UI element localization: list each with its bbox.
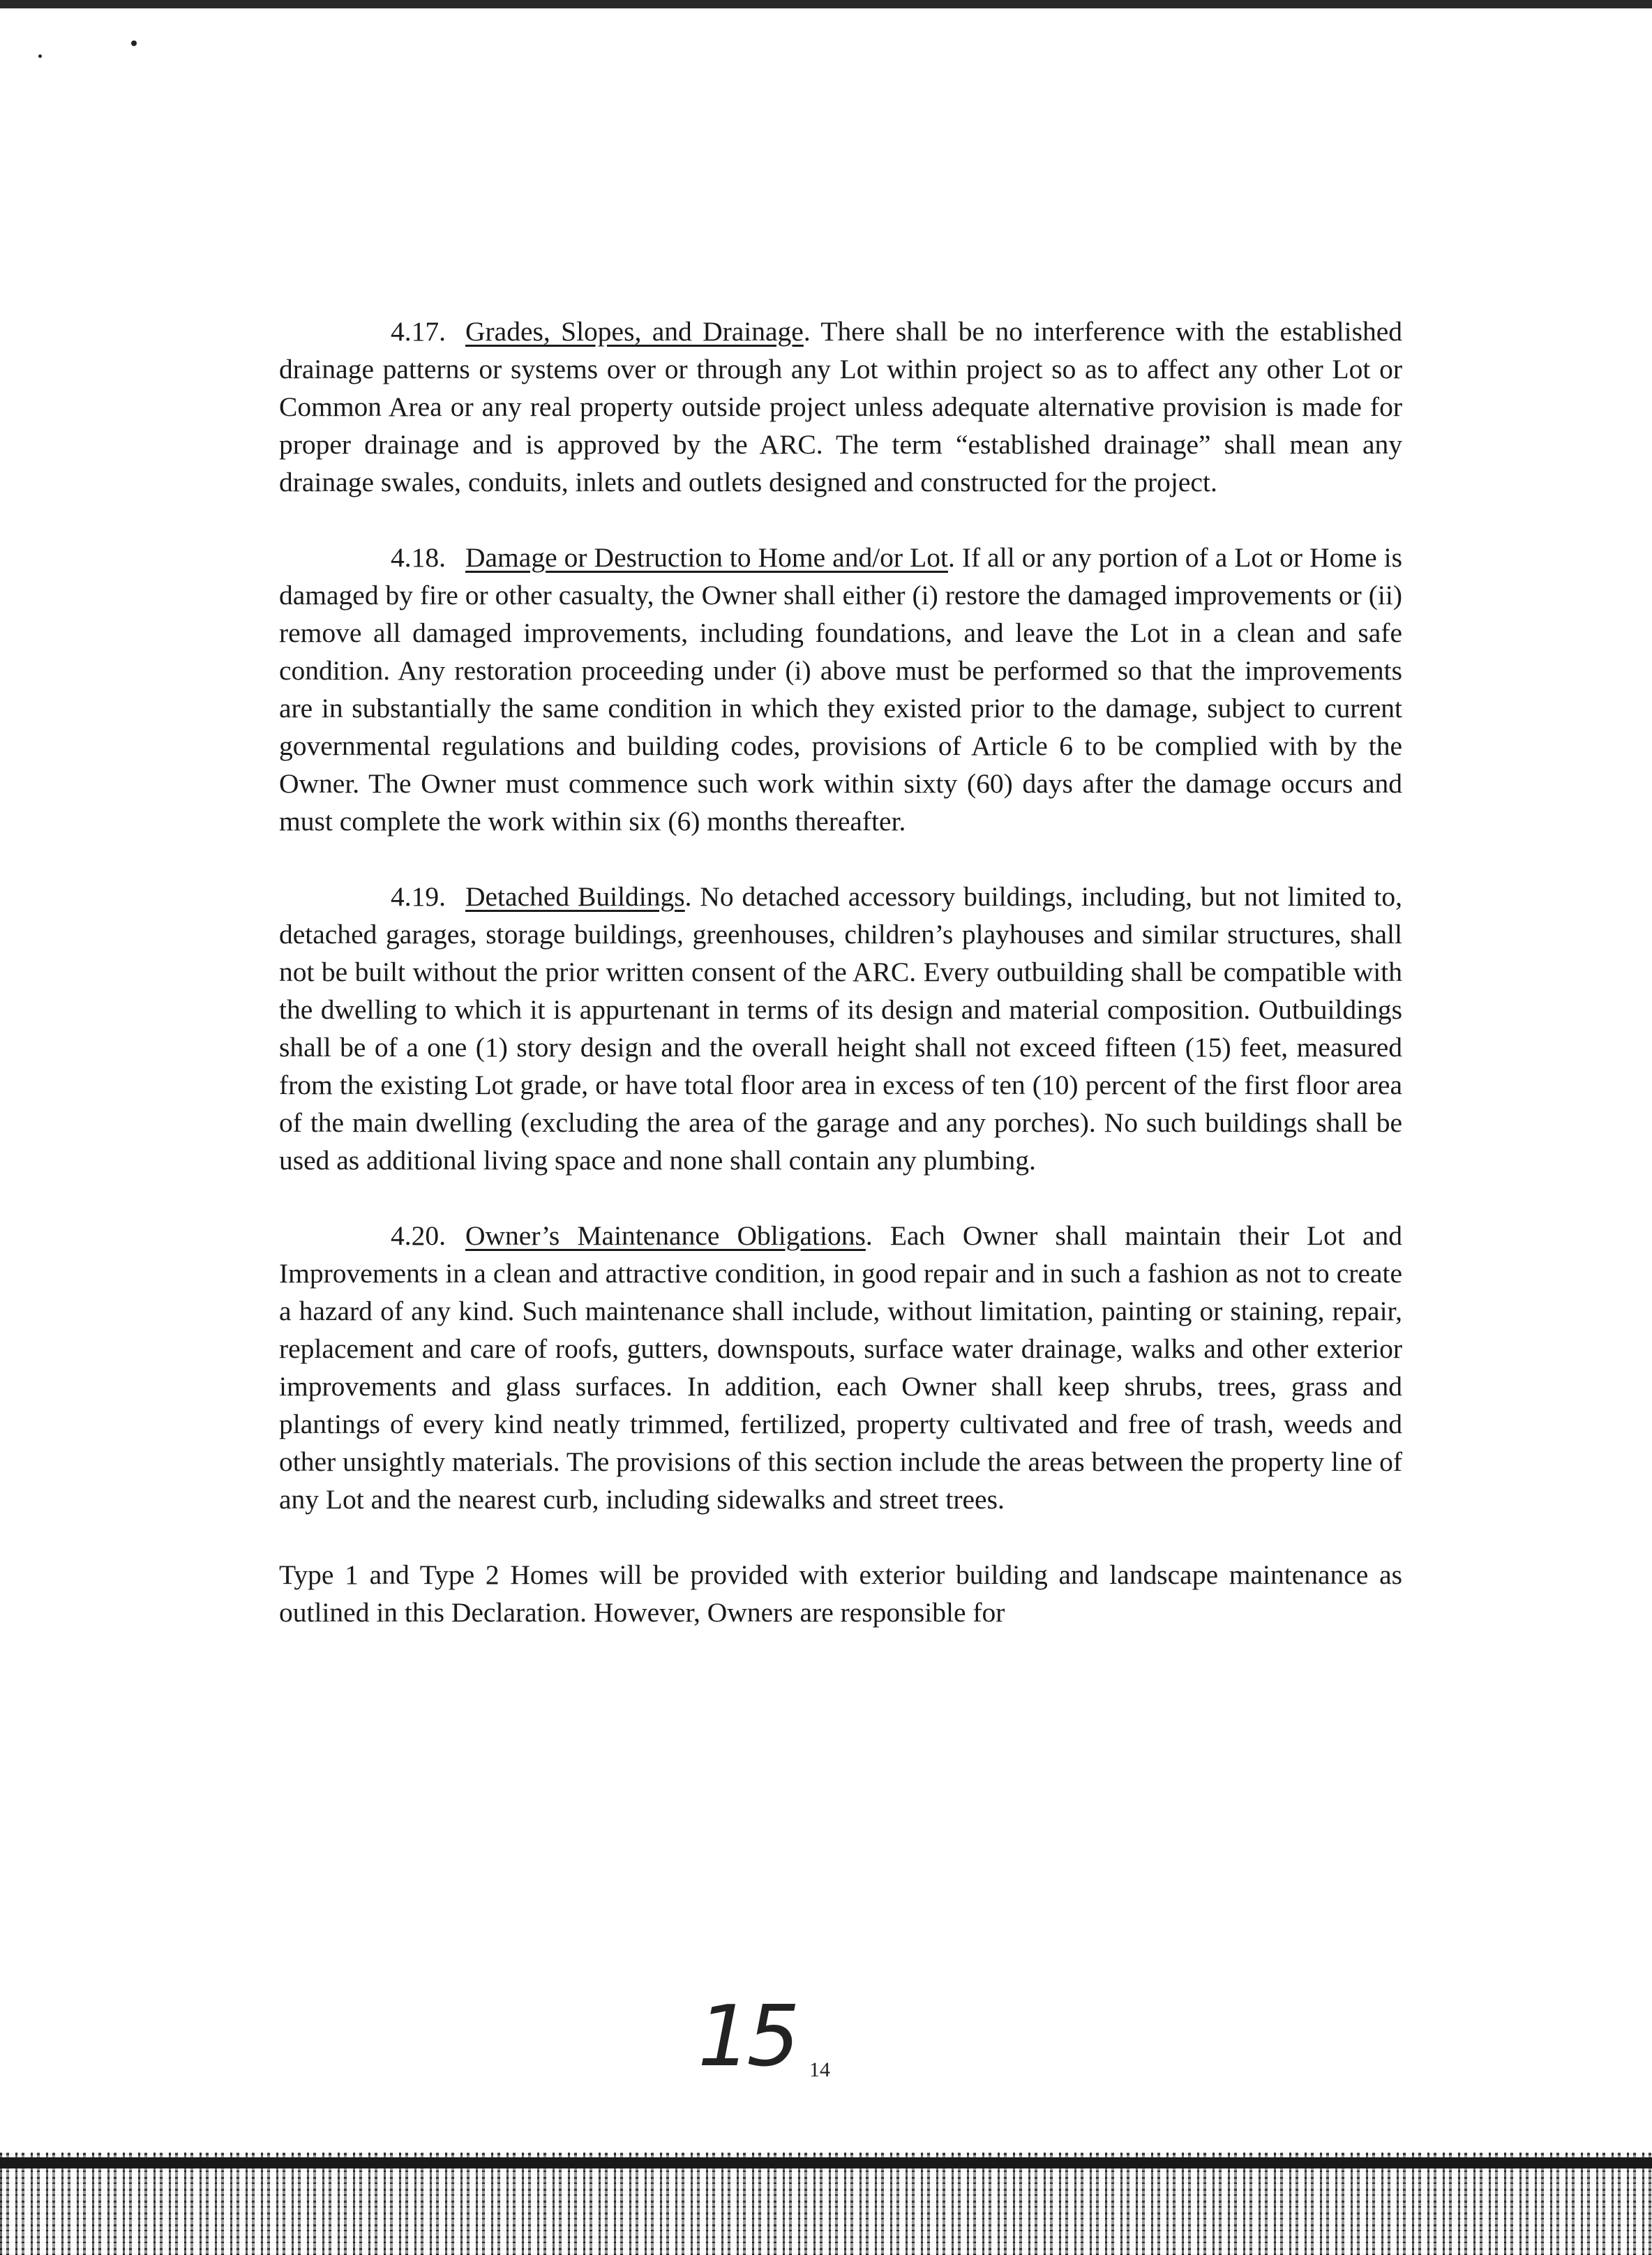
section-number: 4.19. bbox=[391, 881, 446, 912]
scan-top-edge bbox=[0, 0, 1652, 8]
section-number: 4.20. bbox=[391, 1220, 446, 1251]
handwritten-page-number: 15 bbox=[698, 1988, 796, 2085]
scan-speck bbox=[38, 54, 42, 58]
section-4-20 bbox=[279, 1217, 1402, 1518]
section-number: 4.18. bbox=[391, 542, 446, 573]
section-body: . There shall be no interference with the established drainage patterns or systems over or through any Lot within project so as to affect any other Lot or Common Area or any real property outside project unless adequate alternative provision is made for proper drainage and is approved by the ARC. The term “established drainage” shall mean any drainage swales, conduits, inlets and outlets designed and constructed for the project. bbox=[279, 316, 1402, 497]
section-body: . If all or any portion of a Lot or Home is damaged by fire or other casualty, the Owner shall either (i) restore the damaged improvements or (ii) remove all damaged improvements, including foundations, and leave the Lot in a clean and safe condition. Any restoration proceeding under (i) above must be performed so that the improvements are in substantially the same condition in which they existed prior to the damage, subject to current governmental regulations and building codes, provisions of Article 6 to be complied with by the Owner. The Owner must commence such work within sixty (60) days after the damage occurs and must complete the work within six (6) months thereafter. bbox=[279, 542, 1402, 837]
section-4-18 bbox=[279, 539, 1402, 840]
section-4-19 bbox=[279, 878, 1402, 1179]
section-title: Detached Buildings bbox=[465, 881, 685, 912]
section-4-17 bbox=[279, 313, 1402, 501]
section-title: Owner’s Maintenance Obligations bbox=[465, 1220, 866, 1251]
section-title: Grades, Slopes, and Drainage bbox=[465, 316, 804, 347]
scan-speck bbox=[131, 40, 137, 46]
printed-page-number: 14 bbox=[809, 2058, 830, 2081]
section-body: . No detached accessory buildings, including, but not limited to, detached garages, storage buildings, greenhouses, children’s playhouses and similar structures, shall not be built without the prior written consent of the ARC. Every outbuilding shall be compatible with the dwelling to which it is appurtenant in terms of its design and material composition. Outbuildings shall be of a one (1) story design and the overall height shall not exceed fifteen (15) feet, measured from the existing Lot grade, or have total floor area in excess of ten (10) percent of the first floor area of the main dwelling (excluding the area of the garage and any porches). No such buildings shall be used as additional living space and none shall contain any plumbing. bbox=[279, 881, 1402, 1176]
section-number: 4.17. bbox=[391, 316, 446, 347]
closing-paragraph: Type 1 and Type 2 Homes will be provided with exterior building and landscape maintenance as outlined in this Declaration. However, Owners are responsible for bbox=[279, 1559, 1402, 1628]
document-body bbox=[279, 313, 1402, 1631]
section-title: Damage or Destruction to Home and/or Lot bbox=[465, 542, 948, 573]
section-body: . Each Owner shall maintain their Lot and Improvements in a clean and attractive condition, in good repair and in such a fashion as not to create a hazard of any kind. Such maintenance shall include, without limitation, painting or staining, repair, replacement and care of roofs, gutters, downspouts, surface water drainage, walks and other exterior improvements and glass surfaces. In addition, each Owner shall keep shrubs, trees, grass and plantings of every kind neatly trimmed, fertilized, property cultivated and free of trash, weeds and other unsightly materials. The provisions of this section include the areas between the property line of any Lot and the nearest curb, including sidewalks and street trees. bbox=[279, 1220, 1403, 1515]
scan-bottom-band bbox=[0, 2157, 1652, 2168]
